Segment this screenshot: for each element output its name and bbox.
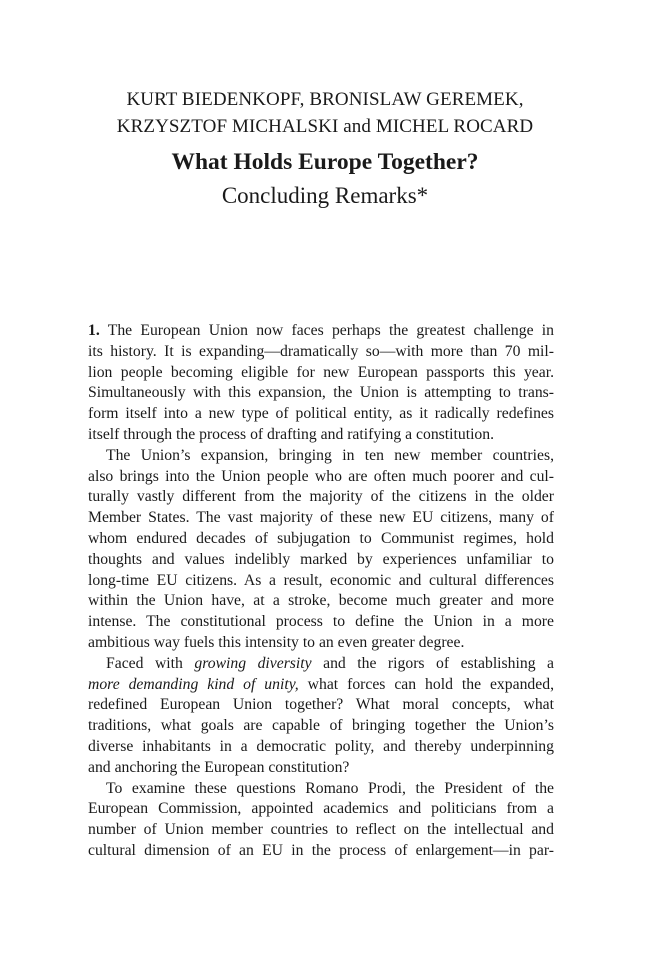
text-line: ambitious way fuels this intensity to an even greater degree. [88,633,465,651]
text-line: intense. The constitutional process to define the Union in a more [88,613,554,631]
text-line: The Union’s expansion, bringing in ten new member countries, [106,446,554,464]
text-line: long-time EU citizens. As a result, economic and cultural differences [88,571,554,589]
text-line: diverse inhabitants in a democratic polity, and thereby underpinning [88,737,554,755]
text-line: and anchoring the European constitution? [88,758,350,776]
text-line: Simultaneously with this expansion, the Union is attempting to trans- [88,384,554,402]
text-line: number of Union member countries to reflect on the intellectual and [88,821,554,839]
text-line: thoughts and values indelibly marked by experiences unfamiliar to [88,550,554,568]
text-line: also brings into the Union people who are often much poorer and cul- [88,467,554,485]
text-line: To examine these questions Romano Prodi, the President of the [106,779,554,797]
emphasis: growing diversity [194,654,312,672]
text-line: turally vastly different from the majority of the citizens in the older [88,488,554,506]
text-line: lion people becoming eligible for new European passports this year. [88,363,554,381]
text-line: whom endured decades of subjugation to Communist regimes, hold [88,529,554,547]
text-line: Faced with growing diversity and the rigors of establishing a [106,654,554,672]
section-number: 1. [88,322,100,339]
text-line: traditions, what goals are capable of bringing together the Union’s [88,717,554,735]
chapter-title: What Holds Europe Together? [171,149,479,175]
text-line: 1. The European Union now faces perhaps the greatest challenge in [88,322,554,339]
text-line: within the Union have, at a stroke, become much greater and more [88,592,554,610]
text-line: European Commission, appointed academics and politicians from a [88,800,554,818]
text-line: redefined European Union together? What moral concepts, what [88,696,554,714]
author-line-1: KURT BIEDENKOPF, BRONISLAW GEREMEK, [126,89,524,110]
body-text [88,321,554,862]
author-list [0,86,650,140]
chapter-subtitle: Concluding Remarks* [221,183,429,208]
text-line: form itself into a new type of political entity, as it radically redefines [88,405,554,423]
emphasis: more demanding kind of unity, [88,675,299,693]
text-line: its history. It is expanding—dramatically so—with more than 70 mil- [88,342,554,360]
text-line: cultural dimension of an EU in the process of enlargement—in par- [88,841,554,859]
author-line-2: KRZYSZTOF MICHALSKI and MICHEL ROCARD [116,116,534,137]
text-line: Member States. The vast majority of these new EU citizens, many of [88,509,554,527]
text-line: more demanding kind of unity, what forces can hold the expanded, [88,675,554,693]
text-line: itself through the process of drafting and ratifying a constitution. [88,425,495,443]
